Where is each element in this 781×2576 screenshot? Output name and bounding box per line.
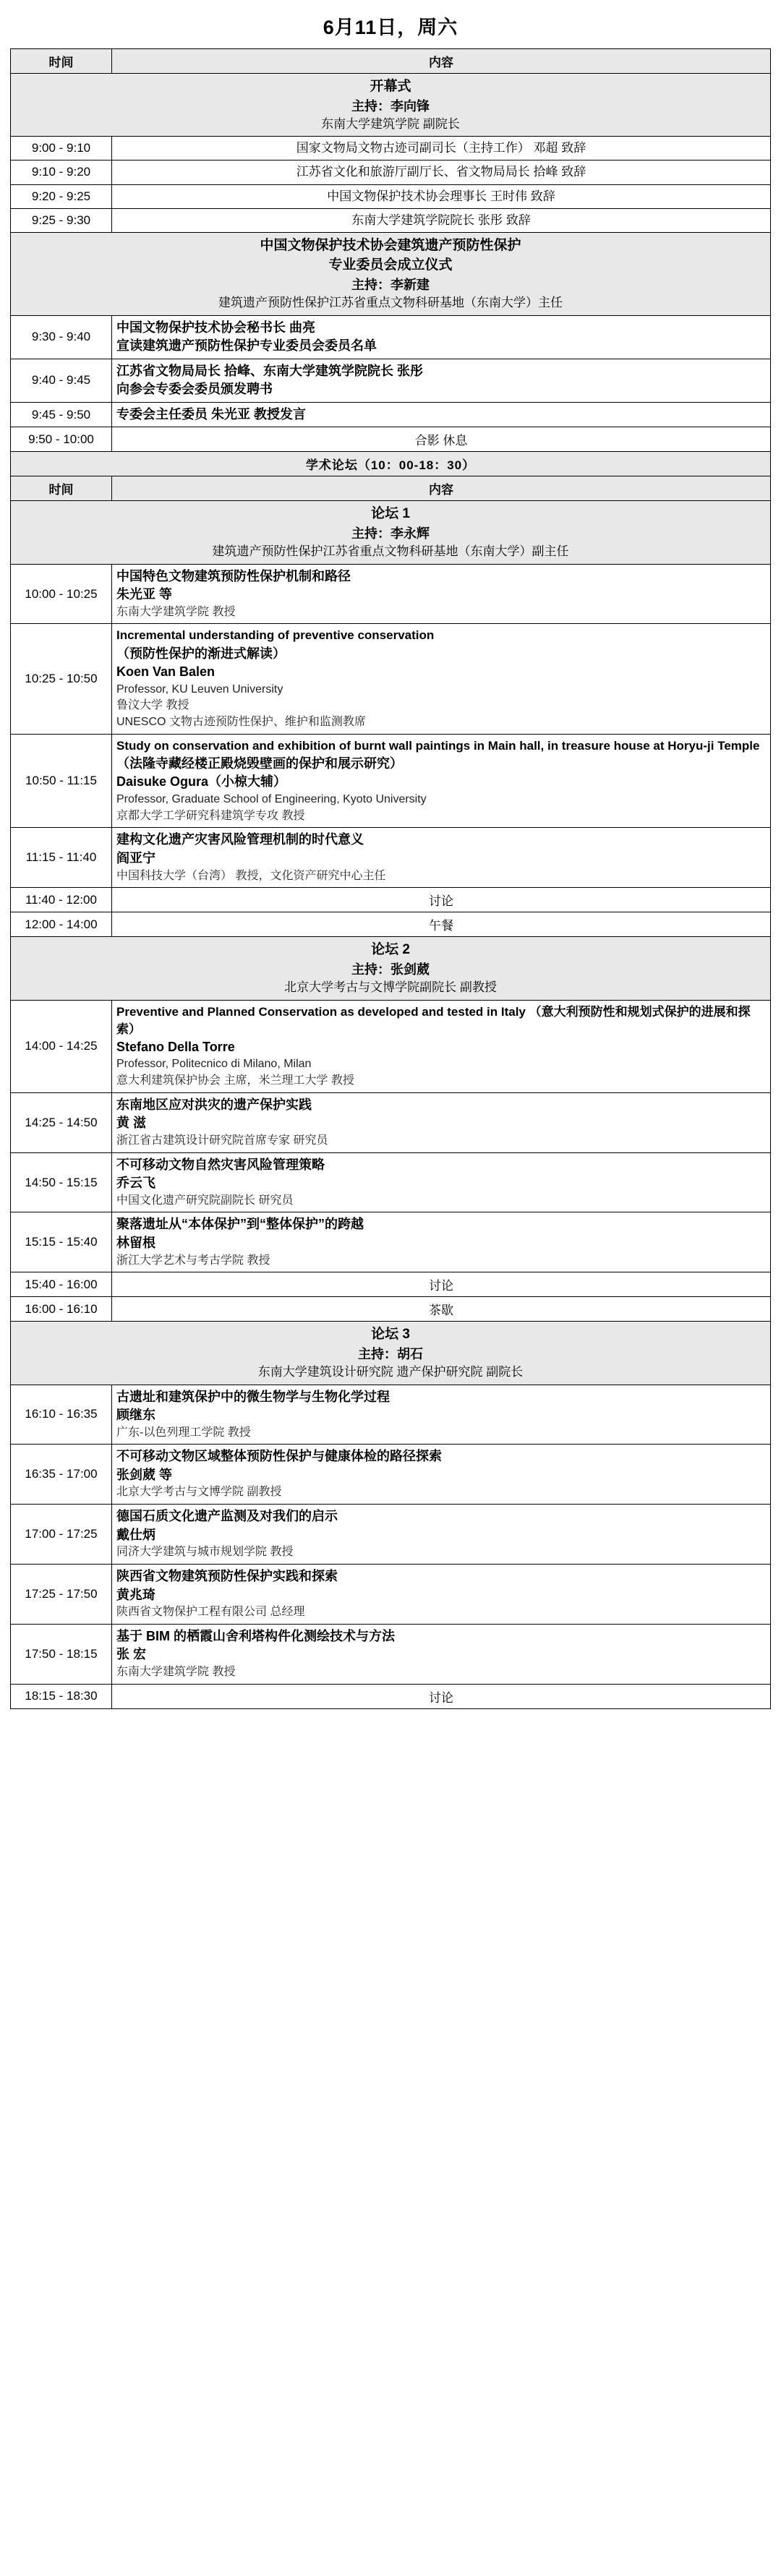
- row-time: 12:00 - 14:00: [11, 912, 112, 937]
- talk-title: 不可移动文物区域整体预防性保护与健康体检的路径探索: [116, 1449, 442, 1464]
- ceremony-title-line1: 中国文物保护技术协会建筑遗产预防性保护: [260, 237, 521, 253]
- talk-affiliation-2: 意大利建筑保护协会 主席，米兰理工大学 教授: [116, 1074, 354, 1087]
- row-time: 10:25 - 10:50: [11, 624, 112, 734]
- row-time: 10:50 - 11:15: [11, 734, 112, 828]
- committee-ceremony-header: [11, 232, 771, 315]
- talk-affiliation: 东南大学建筑学院 教授: [116, 1665, 236, 1678]
- row-time: 16:35 - 17:00: [11, 1445, 112, 1505]
- row-time: 16:10 - 16:35: [11, 1385, 112, 1445]
- row-time: 18:15 - 18:30: [11, 1684, 112, 1708]
- table-row-break: [11, 1272, 771, 1297]
- talk-affiliation: 同济大学建筑与城市规划学院 教授: [116, 1546, 294, 1559]
- opening-host: 主持：李向锋: [351, 98, 430, 114]
- talk-title: Preventive and Planned Conservation as developed and tested in Italy （意大利预防性和规划式保护的进展和探索）: [116, 1004, 751, 1036]
- table-row-break: [11, 427, 771, 452]
- talk-affiliation-3: UNESCO 文物古迹预防性保护、维护和监测教席: [116, 716, 366, 729]
- row-content: [112, 1385, 771, 1445]
- talk-title: 东南地区应对洪灾的遗产保护实践: [116, 1097, 312, 1112]
- committee-ceremony-header-cell: [11, 232, 771, 315]
- talk-title: Study on conservation and exhibition of burnt wall paintings in Main hall, in treasure house at Horyu-ji Temple: [116, 738, 760, 753]
- row-content: [112, 1152, 771, 1212]
- forum-1-host: 主持：李永辉: [351, 526, 430, 541]
- row-time: 11:15 - 11:40: [11, 828, 112, 888]
- talk-affiliation: 北京大学考古与文博学院 副教授: [116, 1486, 282, 1499]
- forum-2-host-affiliation: 北京大学考古与文博学院副院长 副教授: [284, 980, 497, 994]
- table-row: [11, 1445, 771, 1505]
- header-content: 内容: [112, 49, 771, 74]
- talk-title: 德国石质文化遗产监测及对我们的启示: [116, 1509, 338, 1524]
- forum-2-header-cell: [11, 937, 771, 1000]
- forum-2-header: [11, 937, 771, 1000]
- row-content: 中国文物保护技术协会理事长 王时伟 致辞: [112, 184, 771, 208]
- talk-speaker: 戴仕炳: [116, 1527, 155, 1542]
- row-content: [112, 1624, 771, 1684]
- table-row: [11, 315, 771, 359]
- forum-2-title: 论坛 2: [371, 942, 410, 958]
- row-content: [112, 1505, 771, 1565]
- forum-1-title: 论坛 1: [371, 506, 410, 522]
- row-content: 东南大学建筑学院院长 张彤 致辞: [112, 208, 771, 232]
- table-row: [11, 1564, 771, 1624]
- talk-title: 不可移动文物自然灾害风险管理策略: [116, 1157, 325, 1172]
- talk-speaker: 乔云飞: [116, 1176, 155, 1191]
- table-row: [11, 161, 771, 184]
- row-content: [112, 564, 771, 624]
- opening-host-affiliation: 东南大学建筑学院 副院长: [321, 116, 460, 131]
- row-content: [112, 624, 771, 734]
- row-content: 国家文物局文物古迹司副司长（主持工作） 邓超 致辞: [112, 137, 771, 161]
- row-content: 合影 休息: [112, 427, 771, 452]
- talk-affiliation: 广东-以色列理工学院 教授: [116, 1426, 251, 1439]
- row-time: 17:00 - 17:25: [11, 1505, 112, 1565]
- talk-title-cn: （预防性保护的渐进式解读）: [116, 646, 286, 661]
- academic-forum-title: 学术论坛（10：00-18：30）: [11, 452, 771, 476]
- forum-1-host-affiliation: 建筑遗产预防性保护江苏省重点文物科研基地（东南大学）副主任: [212, 544, 569, 558]
- talk-affiliation: 中国科技大学（台湾） 教授，文化资产研究中心主任: [116, 869, 386, 882]
- forum-1-header-cell: [11, 501, 771, 564]
- table-row: [11, 359, 771, 402]
- row-time: 17:50 - 18:15: [11, 1624, 112, 1684]
- talk-title: 基于 BIM 的栖霞山舍利塔构件化测绘技术与方法: [116, 1628, 395, 1643]
- header-time: 时间: [11, 476, 112, 501]
- header-content: 内容: [112, 476, 771, 501]
- talk-affiliation: Professor, Graduate School of Engineering, Kyoto University: [116, 793, 427, 806]
- table-row-break: [11, 1684, 771, 1708]
- talk-speaker: 朱光亚 等: [116, 587, 173, 602]
- opening-title: 开幕式: [370, 79, 411, 94]
- opening-ceremony-header-cell: [11, 74, 771, 137]
- table-row: [11, 1092, 771, 1152]
- table-row: [11, 1000, 771, 1092]
- row-content: [112, 1092, 771, 1152]
- row-content: [112, 734, 771, 828]
- table-row: [11, 137, 771, 161]
- ceremony-title-line2: 专业委员会成立仪式: [328, 257, 453, 273]
- table-row: [11, 1212, 771, 1272]
- table-row: [11, 1385, 771, 1445]
- row-time: 9:40 - 9:45: [11, 359, 112, 402]
- talk-speaker: Daisuke Ogura（小椋大辅）: [116, 774, 287, 790]
- table-row-break: [11, 888, 771, 912]
- forum-3-host-affiliation: 东南大学建筑设计研究院 遗产保护研究院 副院长: [257, 1364, 524, 1379]
- academic-forum-title-row: [11, 452, 771, 476]
- forum-1-header: [11, 501, 771, 564]
- row-content: 讨论: [112, 1272, 771, 1297]
- row-content: 江苏省文化和旅游厅副厅长、省文物局局长 拾峰 致辞: [112, 161, 771, 184]
- talk-speaker: Koen Van Balen: [116, 664, 215, 680]
- ceremony-host: 主持：李新建: [351, 277, 430, 292]
- row-time: 9:50 - 10:00: [11, 427, 112, 452]
- row-time: 9:45 - 9:50: [11, 402, 112, 427]
- schedule-table: [10, 48, 771, 1709]
- row-content: 午餐: [112, 912, 771, 937]
- row-content: [112, 828, 771, 888]
- forum-3-header: [11, 1322, 771, 1385]
- forum-3-host: 主持：胡石: [358, 1346, 423, 1361]
- opening-ceremony-header: [11, 74, 771, 137]
- talk-title: 中国特色文物建筑预防性保护机制和路径: [116, 568, 351, 583]
- table-row: [11, 184, 771, 208]
- row-content: 茶歇: [112, 1297, 771, 1322]
- table-row: [11, 734, 771, 828]
- table-row: [11, 1624, 771, 1684]
- row-line-2: 向参会专委会委员颁发聘书: [116, 382, 273, 397]
- row-time: 14:00 - 14:25: [11, 1000, 112, 1092]
- talk-speaker: 阎亚宁: [116, 851, 155, 866]
- forum-3-title: 论坛 3: [371, 1327, 410, 1343]
- forum-3-header-cell: [11, 1322, 771, 1385]
- talk-affiliation: 浙江大学艺术与考古学院 教授: [116, 1254, 270, 1267]
- table-row: [11, 402, 771, 427]
- row-content: [112, 1212, 771, 1272]
- row-time: 9:25 - 9:30: [11, 208, 112, 232]
- row-time: 9:20 - 9:25: [11, 184, 112, 208]
- talk-title: Incremental understanding of preventive conservation: [116, 628, 435, 643]
- row-time: 15:15 - 15:40: [11, 1212, 112, 1272]
- row-content: 讨论: [112, 888, 771, 912]
- table-row: [11, 828, 771, 888]
- row-time: 15:40 - 16:00: [11, 1272, 112, 1297]
- talk-affiliation: 东南大学建筑学院 教授: [116, 605, 236, 618]
- row-time: 9:00 - 9:10: [11, 137, 112, 161]
- row-content: [112, 315, 771, 359]
- talk-affiliation: 中国文化遗产研究院副院长 研究员: [116, 1194, 294, 1207]
- talk-speaker: Stefano Della Torre: [116, 1039, 235, 1054]
- table-row: [11, 208, 771, 232]
- talk-affiliation-2: 京都大学工学研究科建筑学专攻 教授: [116, 809, 305, 822]
- talk-speaker: 林留根: [116, 1235, 155, 1250]
- row-content: [112, 402, 771, 427]
- row-content: [112, 1564, 771, 1624]
- talk-speaker: 张 宏: [116, 1647, 147, 1662]
- row-time: 14:25 - 14:50: [11, 1092, 112, 1152]
- header-time: 时间: [11, 49, 112, 74]
- row-line-1: 专委会主任委员 朱光亚 教授发言: [116, 406, 307, 422]
- talk-affiliation: 浙江省古建筑设计研究院首席专家 研究员: [116, 1134, 328, 1147]
- row-content: [112, 1000, 771, 1092]
- row-line-2: 宣读建筑遗产预防性保护专业委员会委员名单: [116, 338, 377, 354]
- talk-title: 陕西省文物建筑预防性保护实践和探索: [116, 1568, 338, 1583]
- talk-speaker: 顾继东: [116, 1408, 155, 1423]
- row-time: 9:30 - 9:40: [11, 315, 112, 359]
- table-row: [11, 624, 771, 734]
- row-content: [112, 1445, 771, 1505]
- table-row-break: [11, 912, 771, 937]
- row-content: 讨论: [112, 1684, 771, 1708]
- row-time: 9:10 - 9:20: [11, 161, 112, 184]
- talk-title: 建构文化遗产灾害风险管理机制的时代意义: [116, 832, 364, 847]
- ceremony-host-affiliation: 建筑遗产预防性保护江苏省重点文物科研基地（东南大学）主任: [218, 295, 563, 309]
- row-line-1: 中国文物保护技术协会秘书长 曲亮: [116, 320, 315, 335]
- talk-speaker: 黄 滋: [116, 1116, 147, 1131]
- talk-affiliation: Professor, Politecnico di Milano, Milan: [116, 1058, 312, 1071]
- talk-speaker: 黄兆琦: [116, 1587, 155, 1602]
- row-time: 16:00 - 16:10: [11, 1297, 112, 1322]
- page-title: 6月11日，周六: [323, 17, 458, 38]
- table-header-row-2: [11, 476, 771, 501]
- talk-title-cn: （法隆寺藏经楼正殿烧毁壁画的保护和展示研究）: [116, 756, 403, 771]
- table-row-break: [11, 1297, 771, 1322]
- row-time: 10:00 - 10:25: [11, 564, 112, 624]
- table-row: [11, 1152, 771, 1212]
- talk-speaker: 张剑葳 等: [116, 1467, 173, 1482]
- row-line-1: 江苏省文物局局长 拾峰、东南大学建筑学院院长 张彤: [116, 363, 423, 378]
- row-time: 11:40 - 12:00: [11, 888, 112, 912]
- row-time: 17:25 - 17:50: [11, 1564, 112, 1624]
- talk-affiliation: 陕西省文物保护工程有限公司 总经理: [116, 1606, 305, 1619]
- talk-title: 聚落遗址从“本体保护”到“整体保护”的跨越: [116, 1217, 364, 1232]
- talk-affiliation-2: 鲁汶大学 教授: [116, 699, 189, 712]
- row-content: [112, 359, 771, 402]
- table-row: [11, 564, 771, 624]
- table-header-row: [11, 49, 771, 74]
- row-time: 14:50 - 15:15: [11, 1152, 112, 1212]
- talk-title: 古遗址和建筑保护中的微生物学与生物化学过程: [116, 1389, 390, 1404]
- forum-2-host: 主持：张剑葳: [351, 962, 430, 977]
- table-row: [11, 1505, 771, 1565]
- talk-affiliation: Professor, KU Leuven University: [116, 682, 283, 696]
